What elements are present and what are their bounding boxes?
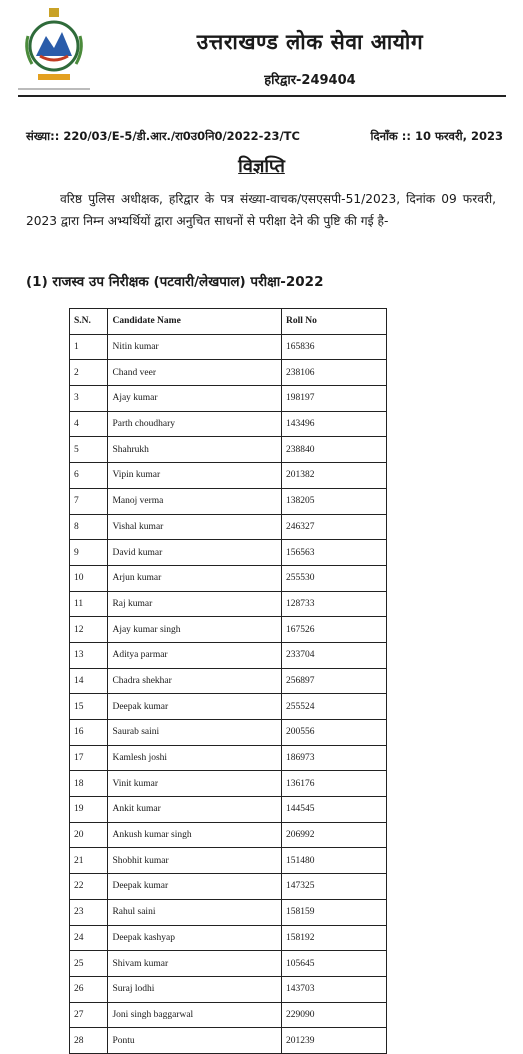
organization-name: उत्तराखण्ड लोक सेवा आयोग <box>196 30 424 54</box>
logo-underline <box>18 88 90 90</box>
organization-address: हरिद्वार-249404 <box>264 73 356 88</box>
cell-roll-no: 200556 <box>282 720 387 746</box>
cell-sn: 1 <box>70 334 108 360</box>
cell-candidate-name: Vishal kumar <box>108 514 282 540</box>
cell-sn: 10 <box>70 565 108 591</box>
cell-candidate-name: Shahrukh <box>108 437 282 463</box>
cell-candidate-name: Joni singh baggarwal <box>108 1002 282 1028</box>
cell-candidate-name: Ankush kumar singh <box>108 822 282 848</box>
cell-roll-no: 201382 <box>282 463 387 489</box>
cell-candidate-name: Shobhit kumar <box>108 848 282 874</box>
notice-date: दिनाँक :: 10 फरवरी, 2023 <box>370 129 503 143</box>
table-row <box>70 668 387 694</box>
cell-sn: 20 <box>70 822 108 848</box>
table-header-row <box>70 309 387 335</box>
cell-sn: 17 <box>70 745 108 771</box>
table-row <box>70 822 387 848</box>
reference-number: संख्या:: 220/03/E-5/डी.आर./रा0उ0नि0/2022-23/TC <box>26 129 300 143</box>
cell-sn: 8 <box>70 514 108 540</box>
cell-roll-no: 143496 <box>282 411 387 437</box>
table-row <box>70 386 387 412</box>
cell-roll-no: 256897 <box>282 668 387 694</box>
cell-roll-no: 156563 <box>282 540 387 566</box>
cell-sn: 21 <box>70 848 108 874</box>
cell-sn: 9 <box>70 540 108 566</box>
table-row <box>70 694 387 720</box>
cell-sn: 7 <box>70 488 108 514</box>
column-header-roll-no: Roll No <box>282 309 387 335</box>
cell-sn: 2 <box>70 360 108 386</box>
cell-roll-no: 165836 <box>282 334 387 360</box>
table-row <box>70 899 387 925</box>
cell-sn: 25 <box>70 951 108 977</box>
cell-sn: 3 <box>70 386 108 412</box>
cell-sn: 24 <box>70 925 108 951</box>
cell-candidate-name: Arjun kumar <box>108 565 282 591</box>
cell-sn: 11 <box>70 591 108 617</box>
cell-roll-no: 186973 <box>282 745 387 771</box>
cell-candidate-name: Kamlesh joshi <box>108 745 282 771</box>
table-row <box>70 797 387 823</box>
table-row <box>70 411 387 437</box>
table-row <box>70 1028 387 1054</box>
table-row <box>70 642 387 668</box>
cell-candidate-name: David kumar <box>108 540 282 566</box>
cell-candidate-name: Pontu <box>108 1028 282 1054</box>
candidate-table-body <box>70 334 387 1053</box>
table-row <box>70 514 387 540</box>
table-row <box>70 925 387 951</box>
cell-roll-no: 158192 <box>282 925 387 951</box>
cell-candidate-name: Ajay kumar singh <box>108 617 282 643</box>
exam-heading: (1) राजस्व उप निरीक्षक (पटवारी/लेखपाल) परीक्षा-2022 <box>26 274 324 290</box>
header-divider <box>18 95 506 97</box>
table-row <box>70 848 387 874</box>
cell-roll-no: 229090 <box>282 1002 387 1028</box>
table-row <box>70 591 387 617</box>
column-header-candidate-name: Candidate Name <box>108 309 282 335</box>
table-row <box>70 334 387 360</box>
cell-sn: 27 <box>70 1002 108 1028</box>
cell-sn: 14 <box>70 668 108 694</box>
cell-roll-no: 255524 <box>282 694 387 720</box>
table-row <box>70 463 387 489</box>
table-row <box>70 437 387 463</box>
cell-candidate-name: Deepak kumar <box>108 694 282 720</box>
cell-sn: 28 <box>70 1028 108 1054</box>
cell-roll-no: 151480 <box>282 848 387 874</box>
cell-roll-no: 206992 <box>282 822 387 848</box>
cell-candidate-name: Deepak kumar <box>108 874 282 900</box>
cell-candidate-name: Suraj lodhi <box>108 976 282 1002</box>
cell-roll-no: 233704 <box>282 642 387 668</box>
notice-title: विज्ञप्ति <box>238 156 285 177</box>
table-row <box>70 540 387 566</box>
cell-candidate-name: Ajay kumar <box>108 386 282 412</box>
cell-roll-no: 105645 <box>282 951 387 977</box>
cell-candidate-name: Chand veer <box>108 360 282 386</box>
cell-candidate-name: Parth choudhary <box>108 411 282 437</box>
notice-body: वरिष्ठ पुलिस अधीक्षक, हरिद्वार के पत्र संख्या-वाचक/एसएसपी-51/2023, दिनांक 09 फरवरी, 2023 द्वारा निम्न अभ्यर्थियों द्वारा अनुचित साधनों से परीक्षा देने की पुष्टि की गई है- <box>26 192 496 228</box>
cell-roll-no: 138205 <box>282 488 387 514</box>
table-row <box>70 720 387 746</box>
cell-sn: 12 <box>70 617 108 643</box>
cell-roll-no: 147325 <box>282 874 387 900</box>
cell-sn: 13 <box>70 642 108 668</box>
cell-sn: 15 <box>70 694 108 720</box>
cell-roll-no: 167526 <box>282 617 387 643</box>
cell-roll-no: 143703 <box>282 976 387 1002</box>
cell-sn: 26 <box>70 976 108 1002</box>
cell-sn: 19 <box>70 797 108 823</box>
cell-sn: 6 <box>70 463 108 489</box>
table-row <box>70 874 387 900</box>
cell-candidate-name: Chadra shekhar <box>108 668 282 694</box>
cell-candidate-name: Deepak kashyap <box>108 925 282 951</box>
cell-roll-no: 198197 <box>282 386 387 412</box>
candidate-table <box>69 308 387 1054</box>
cell-sn: 5 <box>70 437 108 463</box>
cell-sn: 18 <box>70 771 108 797</box>
table-row <box>70 745 387 771</box>
cell-roll-no: 255530 <box>282 565 387 591</box>
cell-roll-no: 238106 <box>282 360 387 386</box>
table-row <box>70 951 387 977</box>
table-row <box>70 360 387 386</box>
cell-candidate-name: Vipin kumar <box>108 463 282 489</box>
table-row <box>70 488 387 514</box>
cell-candidate-name: Nitin kumar <box>108 334 282 360</box>
cell-candidate-name: Raj kumar <box>108 591 282 617</box>
cell-roll-no: 136176 <box>282 771 387 797</box>
cell-candidate-name: Aditya parmar <box>108 642 282 668</box>
table-row <box>70 771 387 797</box>
cell-roll-no: 246327 <box>282 514 387 540</box>
cell-sn: 22 <box>70 874 108 900</box>
table-row <box>70 617 387 643</box>
cell-candidate-name: Manoj verma <box>108 488 282 514</box>
cell-candidate-name: Rahul saini <box>108 899 282 925</box>
table-row <box>70 976 387 1002</box>
cell-sn: 16 <box>70 720 108 746</box>
table-row <box>70 565 387 591</box>
cell-candidate-name: Vinit kumar <box>108 771 282 797</box>
cell-sn: 4 <box>70 411 108 437</box>
cell-candidate-name: Shivam kumar <box>108 951 282 977</box>
cell-roll-no: 144545 <box>282 797 387 823</box>
cell-roll-no: 158159 <box>282 899 387 925</box>
cell-roll-no: 128733 <box>282 591 387 617</box>
cell-candidate-name: Ankit kumar <box>108 797 282 823</box>
emblem-logo-icon <box>22 6 86 86</box>
cell-roll-no: 201239 <box>282 1028 387 1054</box>
cell-candidate-name: Saurab saini <box>108 720 282 746</box>
column-header-sn: S.N. <box>70 309 108 335</box>
cell-sn: 23 <box>70 899 108 925</box>
cell-roll-no: 238840 <box>282 437 387 463</box>
